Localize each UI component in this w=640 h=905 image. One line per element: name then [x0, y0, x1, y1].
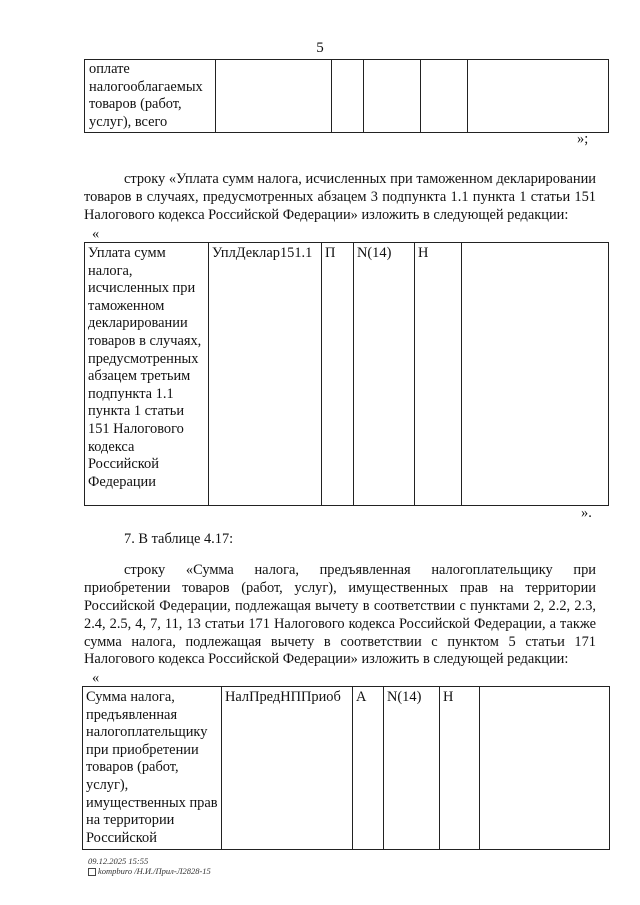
table-cell-note	[462, 243, 609, 506]
table-cell-required: Н	[440, 687, 480, 850]
opening-quote-mark: «	[92, 226, 100, 242]
table-cell-required	[421, 60, 468, 133]
table-cell-type: П	[322, 243, 354, 506]
section-heading: 7. В таблице 4.17:	[124, 531, 234, 547]
table-amended-row-2	[82, 686, 610, 850]
footer-file-path	[88, 866, 211, 876]
table-cell-type: А	[353, 687, 384, 850]
table-cell-required: Н	[415, 243, 462, 506]
table-cell-format	[364, 60, 421, 133]
table-row	[85, 60, 609, 133]
footer-timestamp: 09.12.2025 15:55	[88, 856, 149, 866]
table-cell-format: N(14)	[354, 243, 415, 506]
table-cell-format: N(14)	[384, 687, 440, 850]
table-cell-name: Сумма налога, предъявленная налогоплательщику при приобретении товаров (работ, услуг), имущественных прав на территории Российской	[83, 687, 222, 850]
table-cell-type	[332, 60, 364, 133]
table-cell-name: Уплата сумм налога, исчисленных при таможенном декларировании товаров в случаях, предусмотренных абзацем третьим подпункта 1.1 пункта 1 статьи 151 Налогового кодекса Российской Федерации	[85, 243, 209, 506]
table-cell-code: НалПредНППриоб	[222, 687, 353, 850]
footer-file-path-text: kompburo /Н.И./Прил-Л2828-15	[98, 866, 211, 876]
amendment-paragraph-2: строку «Сумма налога, предъявленная налогоплательщику при приобретении товаров (работ, услуг), имущественных прав на территории Российской Федерации, подлежащая вычету в соответствии с пунктами 2, 2.2, 2.3, 2.4, 2.5, 4, 7, 11, 13 статьи 171 Налогового кодекса Российской Федерации, а также сумма налога, подлежащая вычету в соответствии с пунктом 5 статьи 171 Налогового кодекса Российской Федерации» изложить в следующей редакции:	[84, 562, 596, 668]
table-amended-row-1	[84, 242, 609, 506]
table-cell-code	[216, 60, 332, 133]
table-row	[83, 687, 610, 850]
page-number: 5	[316, 40, 324, 56]
table-row	[85, 243, 609, 506]
table-cell-note	[468, 60, 609, 133]
closing-quote-mark: ».	[581, 505, 592, 521]
table-fragment-top	[84, 59, 609, 133]
table-cell-note	[480, 687, 610, 850]
amendment-paragraph-1: строку «Уплата сумм налога, исчисленных при таможенном декларировании товаров в случаях, предусмотренных абзацем 3 подпункта 1.1 пункта 1 статьи 151 Налогового кодекса Российской Федерации» изложить в следующей редакции:	[84, 171, 596, 223]
table-cell-code: УплДеклар151.1	[209, 243, 322, 506]
table-cell-name: оплате налогооблагаемых товаров (работ, услуг), всего	[85, 60, 216, 133]
file-icon	[88, 868, 96, 876]
closing-quote-mark: »;	[577, 131, 589, 147]
opening-quote-mark: «	[92, 670, 100, 686]
